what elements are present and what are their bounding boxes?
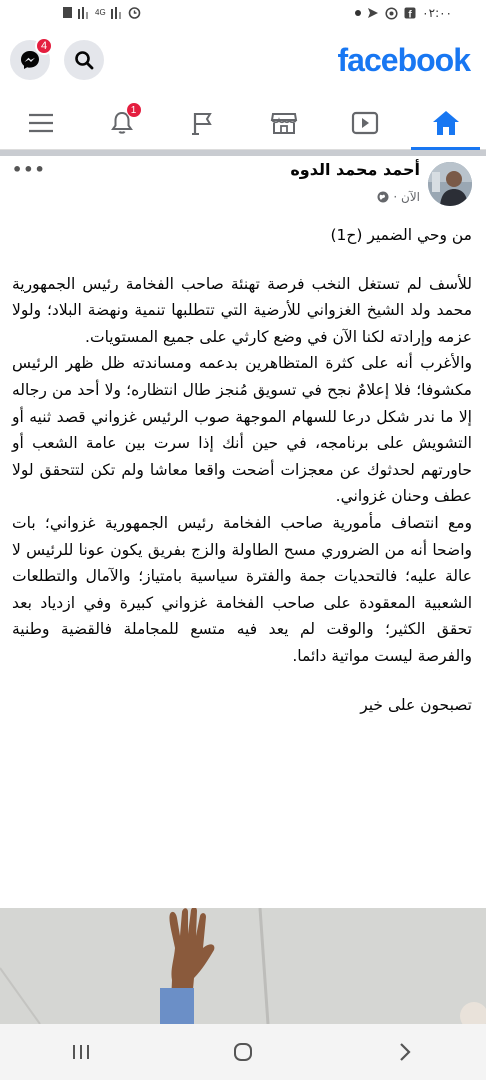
app-header [0, 30, 486, 90]
post-paragraph: ومع انتصاف مأمورية صاحب الفخامة رئيس الجمهورية غزواني؛ بات واضحا أنه من الضروري مسح الطاولة والزج بفريق يكون عونا للرئيس لا عالة عليه؛ فالتحديات جمة والفترة سياسية بامتياز؛ والآمال والتطلعات الشعبية المعقودة على صاحب الفخامة غزواني كبيرة وفي ازدياد بعد تحقق الكثير؛ والوقت لم يعد فيه متسع للمجاملة فالقضية وطنية والفرصة ليست مواتية دائما. [12, 513, 472, 665]
post-header [0, 156, 486, 216]
tab-watch[interactable] [324, 96, 405, 149]
status-bar [0, 0, 486, 30]
messenger-badge: 4 [35, 37, 53, 55]
recents-icon [70, 1043, 92, 1061]
recents-button[interactable] [51, 1032, 111, 1072]
facebook-icon [404, 7, 416, 19]
search-icon [74, 50, 94, 70]
post-body [12, 222, 472, 718]
flag-icon [191, 110, 215, 136]
tab-marketplace[interactable] [243, 96, 324, 149]
back-button[interactable] [375, 1032, 435, 1072]
tab-home[interactable] [405, 96, 486, 149]
alarm-icon [128, 6, 141, 19]
home-icon [431, 109, 461, 137]
raised-hand-photo [0, 908, 486, 1024]
status-left [62, 6, 141, 19]
post-author[interactable]: أحمد محمد الدوه [290, 160, 420, 179]
status-right [355, 6, 452, 20]
tab-bar [0, 96, 486, 150]
post-more-button[interactable]: ••• [12, 160, 46, 179]
clock: ٠٢:٠٠ [422, 6, 452, 20]
svg-text:f: f [408, 9, 412, 19]
store-icon [270, 110, 298, 136]
system-navigation-bar [0, 1024, 486, 1080]
globe-icon [377, 191, 389, 203]
post-time[interactable]: الآن · [393, 190, 420, 204]
network-4g-label: 4G [95, 8, 106, 17]
send-icon [367, 7, 379, 19]
notification-dot [355, 10, 361, 16]
whatsapp-icon [385, 7, 398, 20]
tab-pages[interactable] [162, 96, 243, 149]
post-paragraph: والأغرب أنه على كثرة المتظاهرين بدعمه ومساندته ظل ظهر الرئيس مكشوفا؛ فلا إعلامٌ نجح في تسويق مُنجز طال انتظاره؛ ولا أحد من رجاله إلا ما ندر شكل درعا للسهام الموجهة صوب الرئيس غزواني قصد ثنيه أو التشويش على برنامجه، في حين أنك إذا سرت بين عامة الشعب أو حاورتهم لحدثوك عن معجزات أضحت واقعا معاشا ولم تكن لتتحقق لولا عطف وحنان غزواني. [12, 354, 472, 506]
messenger-button[interactable] [10, 40, 50, 80]
back-icon [398, 1042, 412, 1062]
home-circle-icon [232, 1041, 254, 1063]
post-closing: تصبحون على خير [360, 695, 472, 714]
post-image[interactable] [0, 908, 486, 1024]
avatar-photo [428, 162, 472, 206]
search-button[interactable] [64, 40, 104, 80]
signal-icon [110, 7, 124, 19]
video-icon [351, 111, 379, 135]
tab-notifications[interactable] [81, 96, 162, 149]
facebook-logo[interactable]: facebook [337, 42, 470, 78]
notifications-badge: 1 [126, 102, 142, 118]
home-system-button[interactable] [213, 1032, 273, 1072]
menu-icon [28, 112, 54, 134]
post-paragraph: للأسف لم تستغل النخب فرصة تهنئة صاحب الفخامة رئيس الجمهورية محمد ولد الشيخ الغزواني للأرضية التي تتطلبها تنمية ونهضة البلاد؛ ولولا عزمه وإرادته لكنا الآن في وضع كارثي على جميع المستويات. [12, 274, 472, 346]
post-meta [377, 190, 420, 204]
tab-menu[interactable] [0, 96, 81, 149]
signal-icon [77, 7, 91, 19]
post-title: من وحي الضمير (ح1) [330, 226, 472, 244]
image-icon [62, 6, 73, 19]
avatar[interactable] [428, 162, 472, 206]
